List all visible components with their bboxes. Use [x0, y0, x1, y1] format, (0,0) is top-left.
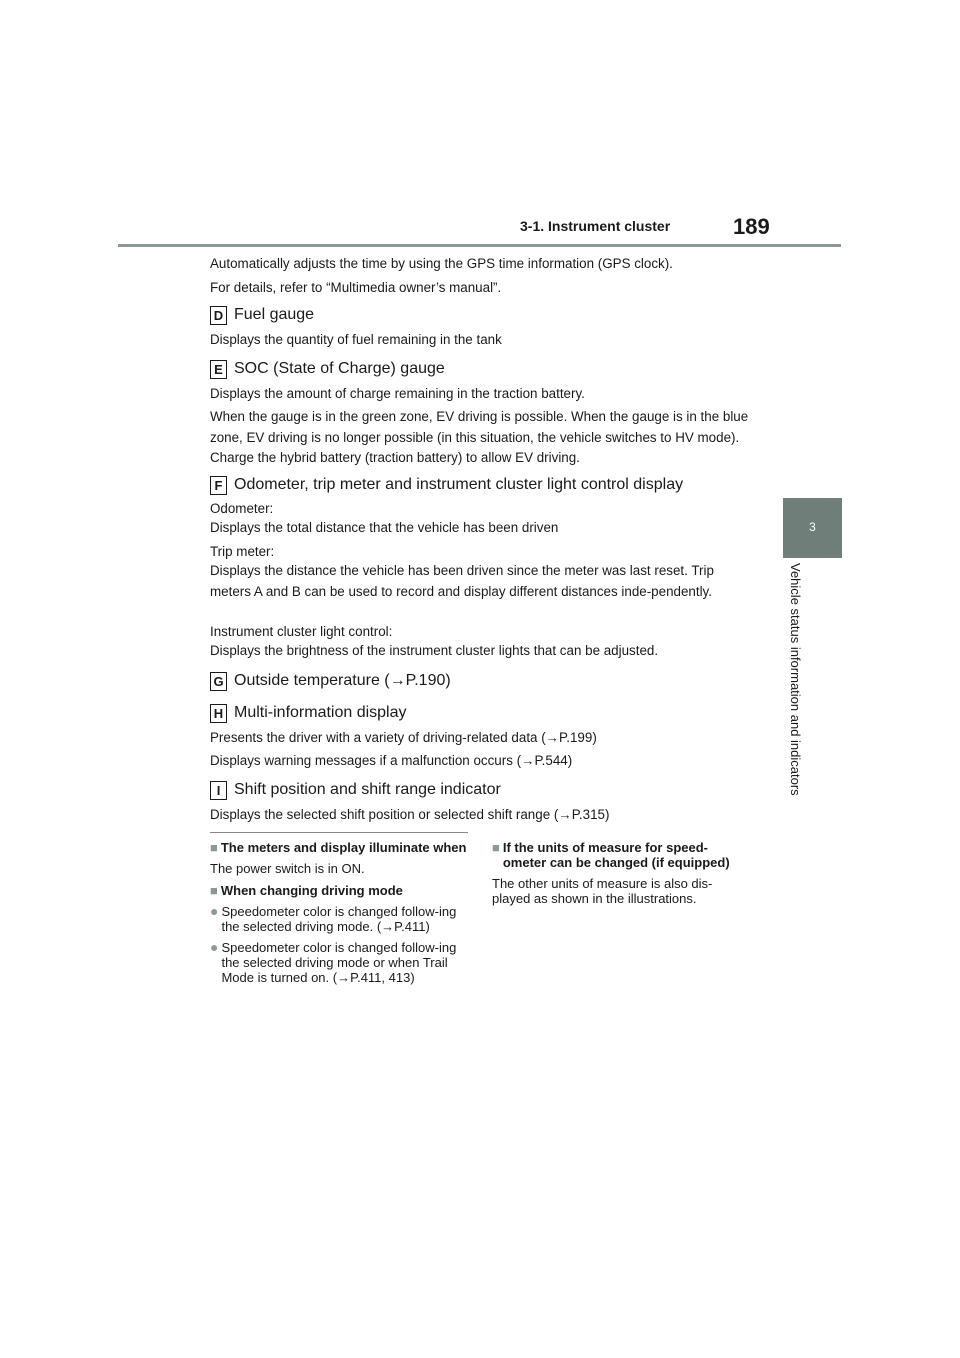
item-heading-d	[210, 304, 314, 326]
item-heading-i	[210, 779, 501, 801]
intro-paragraph-1: Automatically adjusts the time by using the GPS time information (GPS clock).	[210, 256, 673, 271]
item-title-f: Odometer, trip meter and instrument cluster light control display	[234, 476, 684, 493]
badge-h: H	[210, 704, 227, 723]
badge-g: G	[210, 672, 227, 691]
note-bullet-2-text: Speedometer color is changed follow-ing the selected driving mode or when Trail Mode is turned on. (→P.411, 413)	[221, 940, 457, 985]
chapter-number: 3	[809, 520, 816, 534]
note-heading-meters	[210, 840, 468, 855]
item-text-f-1: Odometer:	[210, 501, 274, 516]
note-body-meters: The power switch is in ON.	[210, 861, 365, 876]
note-heading-meters-text: The meters and display illuminate when	[220, 840, 467, 855]
item-text-f-3: Trip meter:	[210, 544, 275, 559]
header-rule	[118, 244, 841, 247]
item-title-i: Shift position and shift range indicator	[234, 781, 501, 798]
note-body-units: The other units of measure is also dis-played as shown in the illustrations.	[492, 876, 713, 906]
badge-d: D	[210, 306, 227, 325]
badge-e: E	[210, 360, 227, 379]
item-heading-h	[210, 702, 407, 724]
note-heading-units	[492, 840, 742, 870]
notes-divider	[210, 832, 468, 833]
item-title-h: Multi-information display	[234, 704, 407, 721]
item-text-e-1: Displays the amount of charge remaining in the traction battery.	[210, 386, 585, 401]
item-title-g: Outside temperature (→P.190)	[234, 672, 451, 689]
item-text-f-2: Displays the total distance that the vehicle has been driven	[210, 520, 559, 535]
item-text-f-4: Displays the distance the vehicle has been driven since the meter was last reset. Trip meters A and B can be used to record and display different distances inde-pendently.	[210, 563, 714, 599]
item-text-f-5: Instrument cluster light control:	[210, 624, 393, 639]
item-title-e: SOC (State of Charge) gauge	[234, 360, 445, 377]
note-heading-units-text: If the units of measure for speed-ometer can be changed (if equipped)	[502, 840, 730, 870]
badge-i: I	[210, 781, 227, 800]
bullet-dot-icon: ●	[210, 939, 219, 955]
note-bullet-1	[210, 904, 468, 934]
note-bullet-1-text: Speedometer color is changed follow-ing the selected driving mode. (→P.411)	[221, 904, 457, 934]
item-heading-e	[210, 358, 445, 380]
square-icon: ■	[210, 840, 218, 855]
square-icon: ■	[492, 840, 500, 855]
item-title-d: Fuel gauge	[234, 306, 315, 323]
notes-left-column	[210, 840, 468, 991]
note-bullet-2	[210, 940, 468, 985]
square-icon: ■	[210, 883, 218, 898]
note-heading-driving-mode	[210, 883, 468, 898]
bullet-dot-icon: ●	[210, 903, 219, 919]
notes-right-column	[492, 840, 742, 913]
item-text-e-2: When the gauge is in the green zone, EV driving is possible. When the gauge is in the blue zone, EV driving is no longer possible (in this situation, the vehicle switches to HV mode). Charge the hybrid battery (traction battery) to allow EV driving.	[210, 409, 749, 465]
item-text-h-2: Displays warning messages if a malfunction occurs (→P.544)	[210, 753, 573, 768]
badge-f: F	[210, 476, 227, 495]
item-heading-f	[210, 474, 683, 496]
chapter-tab	[783, 498, 842, 558]
item-text-d-1: Displays the quantity of fuel remaining in the tank	[210, 332, 502, 347]
item-text-h-1: Presents the driver with a variety of driving-related data (→P.199)	[210, 730, 597, 745]
item-text-i-1: Displays the selected shift position or selected shift range (→P.315)	[210, 807, 610, 822]
note-heading-driving-mode-text: When changing driving mode	[220, 883, 403, 898]
item-text-f-6: Displays the brightness of the instrument cluster lights that can be adjusted.	[210, 643, 659, 658]
chapter-side-title: Vehicle status information and indicators	[788, 563, 803, 796]
section-title: 3-1. Instrument cluster	[520, 218, 671, 234]
intro-paragraph-2: For details, refer to “Multimedia owner’s manual”.	[210, 280, 502, 295]
item-heading-g	[210, 670, 451, 692]
page-number: 189	[733, 214, 770, 239]
